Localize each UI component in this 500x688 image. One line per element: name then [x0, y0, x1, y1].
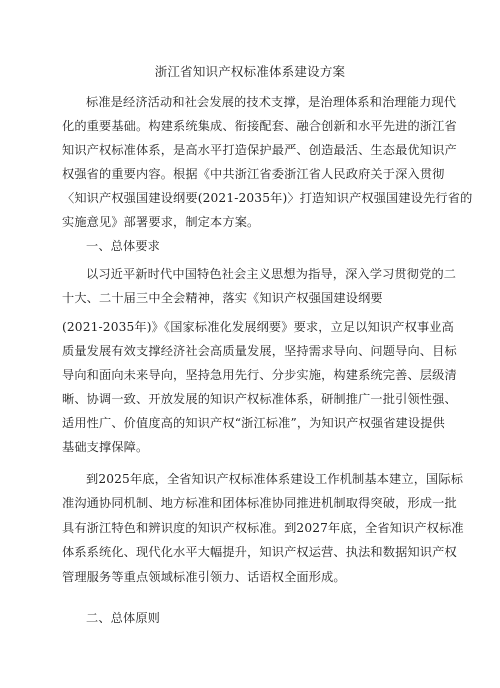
- paragraph-line: 质量发展有效支撑经济社会高质量发展，坚持需求导向、问题导向、目标: [62, 344, 457, 358]
- paragraph-line: (2021-2035年)》《国家标准化发展纲要》要求，立足以知识产权事业高: [62, 320, 454, 334]
- paragraph-line: 标准是经济活动和社会发展的技术支撑，是治理体系和治理能力现代: [86, 95, 457, 109]
- paragraph-line: 实施意见》部署要求，制定本方案。: [62, 215, 260, 229]
- paragraph-line: 知识产权标准体系，是高水平打造保护最严、创造最活、生态最优知识产: [62, 143, 457, 157]
- paragraph-line: 基础支撑保障。: [62, 440, 149, 454]
- section-heading: 一、总体要求: [86, 239, 161, 253]
- paragraph-line: 具有浙江特色和辨识度的知识产权标准。到2027年底，全省知识产权标准: [62, 521, 464, 535]
- paragraph-line: 十大、二十届三中全会精神，落实《知识产权强国建设纲要: [62, 291, 383, 305]
- paragraph-line: 准沟通协同机制、地方标准和团体标准协同推进机制取得突破，形成一批: [62, 496, 457, 510]
- paragraph-line: 晰、协调一致、开放发展的知识产权标准体系，研制推广一批引领性强、: [62, 392, 457, 406]
- document-title: 浙江省知识产权标准体系建设方案: [154, 64, 346, 79]
- paragraph-line: 权强省的重要内容。根据《中共浙江省委浙江省人民政府关于深入贯彻: [62, 167, 445, 181]
- paragraph-line: 适用性广、价值度高的知识产权“浙江标准”，为知识产权强省建设提供: [62, 416, 445, 430]
- paragraph-line: 导向和面向未来导向，坚持急用先行、分步实施，构建系统完善、层级清: [62, 368, 457, 382]
- paragraph-line: 化的重要基础。构建系统集成、衔接配套、融合创新和水平先进的浙江省: [62, 119, 457, 133]
- paragraph-line: 以习近平新时代中国特色社会主义思想为指导，深入学习贯彻党的二: [86, 267, 457, 281]
- paragraph-line: 管理服务等重点领域标准引领力、话语权全面形成。: [62, 570, 346, 584]
- paragraph-line: 〈知识产权强国建设纲要(2021-2035年)〉打造知识产权强国建设先行省的: [62, 191, 473, 205]
- paragraph-line: 体系系统化、现代化水平大幅提升，知识产权运营、执法和数据知识产权: [62, 545, 457, 559]
- section-heading: 二、总体原则: [86, 611, 161, 625]
- paragraph-line: 到2025年底，全省知识产权标准体系建设工作机制基本建立，国际标: [86, 472, 464, 486]
